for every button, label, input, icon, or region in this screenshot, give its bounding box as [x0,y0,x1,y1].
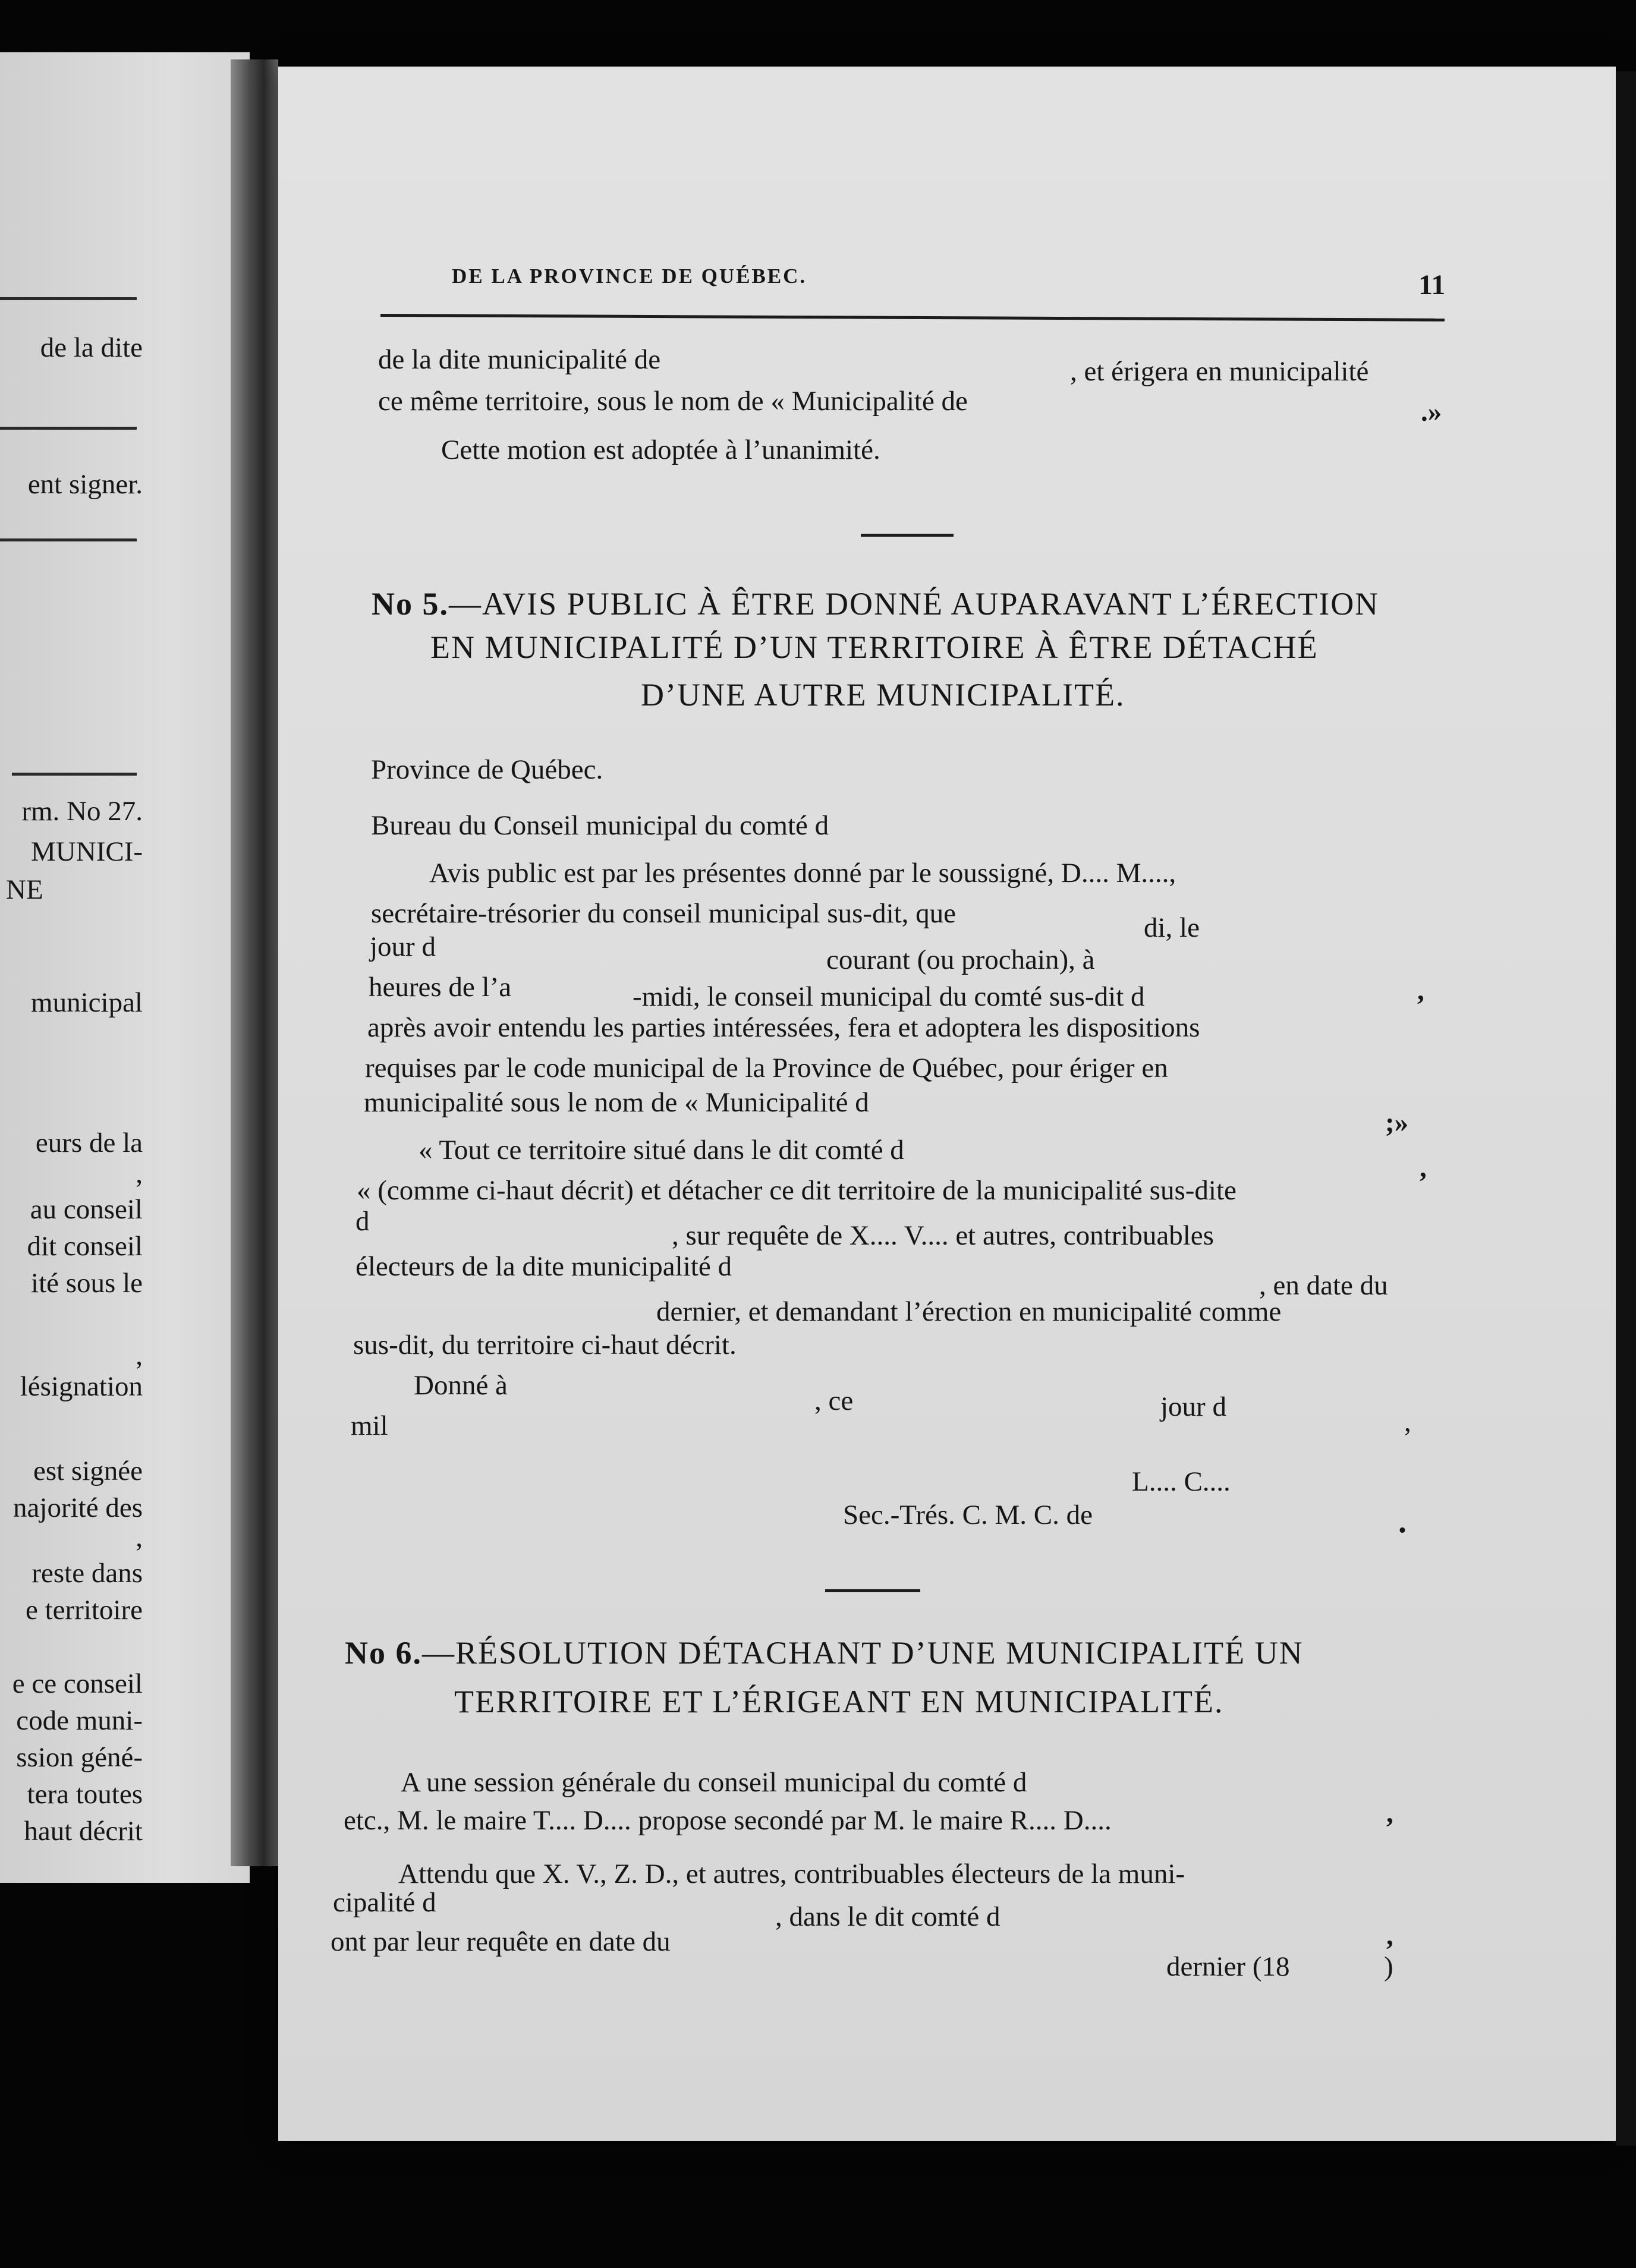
left-line: e territoire [25,1595,143,1626]
territory-line-1-start: « Tout ce territoire situé dans le dit comté d [419,1135,904,1166]
left-line: reste dans [32,1558,143,1589]
resolution-line-3: Attendu que X. V., Z. D., et autres, contribuables électeurs de la muni- [398,1858,1185,1889]
section-6-title-line-1: —RÉSOLUTION DÉTACHANT D’UNE MUNICIPALITÉ UN [422,1635,1304,1671]
given-day: jour d [1160,1391,1226,1422]
notice-line-5: après avoir entendu les parties intéressées, fera et adoptera les dispositions [367,1012,1200,1043]
notice-line-2-end: di, le [1144,912,1200,943]
left-line: municipal [31,987,143,1018]
left-line: , [136,1522,143,1553]
left-line: ssion géné- [16,1742,143,1773]
notice-line-4-mid: -midi, le conseil municipal du comté sus-dit d [633,981,1145,1012]
resolution-line-1: A une session générale du conseil municipal du comté d [401,1767,1027,1798]
resolution-line-2-comma: , [1386,1798,1393,1829]
left-rule [12,773,137,776]
section-5-title-line-1: —AVIS PUBLIC À ÊTRE DONNÉ AUPARAVANT L’ÉRECTION [449,586,1380,622]
left-line: eurs de la [35,1127,143,1158]
left-line: e ce conseil [12,1668,143,1699]
section-5-heading [372,585,1379,622]
given-this: , ce [814,1385,854,1416]
left-line: ent signer. [27,469,143,500]
given-at: Donné à [414,1370,508,1401]
given-year: mil [351,1410,388,1441]
left-line: au conseil [30,1194,143,1225]
left-line: code muni- [16,1705,143,1736]
intro-line-2-start: ce même territoire, sous le nom de « Municipalité de [378,386,968,417]
given-comma: , [1404,1407,1411,1438]
intro-line-1-start: de la dite municipalité de [378,344,661,375]
left-line: MUNICI- [31,836,143,867]
book-gutter [231,59,278,1866]
territory-line-3-end: , sur requête de X.... V.... et autres, contribuables [672,1220,1214,1251]
left-line: , [136,1158,143,1189]
left-line: rm. No 27. [21,796,143,827]
resolution-line-4-end: , [1386,1920,1393,1951]
section-5-title-line-2: EN MUNICIPALITÉ D’UN TERRITOIRE À ÊTRE DÉTACHÉ [430,629,1319,665]
left-line: NE [6,874,43,905]
left-rule [0,427,137,430]
territory-line-5: dernier, et demandant l’érection en municipalité comme [656,1296,1282,1327]
territory-line-6: sus-dit, du territoire ci-haut décrit. [353,1330,737,1360]
left-line: est signée [33,1456,143,1486]
left-rule [0,538,137,541]
page-edge [1616,71,1636,2146]
section-6-title-line-2: TERRITOIRE ET L’ÉRIGEANT EN MUNICIPALITÉ. [454,1684,1224,1719]
intro-line-1-end: , et érigera en municipalité [1070,356,1369,387]
notice-line-7-start: municipalité sous le nom de « Municipalité d [364,1087,869,1118]
bureau-line: Bureau du Conseil municipal du comté d [371,810,829,841]
notice-line-4-start: heures de l’a [369,972,512,1003]
section-separator [861,534,954,537]
section-5-number: No 5. [372,586,449,622]
resolution-line-2: etc., M. le maire T.... D.... propose secondé par M. le maire R.... D.... [344,1805,1112,1836]
left-line: dit conseil [27,1231,143,1262]
signature-title: Sec.-Trés. C. M. C. de [843,1500,1093,1530]
territory-line-2: « (comme ci-haut décrit) et détacher ce dit territoire de la municipalité sus-dite [357,1175,1237,1206]
territory-line-1-end: , [1420,1152,1427,1183]
left-line: najorité des [13,1492,143,1523]
resolution-line-4-mid: , dans le dit comté d [775,1901,1001,1932]
territory-line-3-start: d [355,1206,370,1237]
section-5-title-line-3: D’UNE AUTRE MUNICIPALITÉ. [641,677,1125,713]
page-number: 11 [1418,269,1446,301]
notice-line-4-end: , [1417,975,1424,1006]
scan-background [0,1883,279,2268]
notice-line-3-start: jour d [370,931,436,962]
resolution-line-5-mid: dernier (18 [1166,1951,1290,1982]
section-6-heading [345,1634,1304,1671]
left-line: haut décrit [24,1816,143,1847]
notice-line-7-end: ;» [1385,1107,1409,1138]
left-line: ité sous le [31,1268,143,1299]
running-title: DE LA PROVINCE DE QUÉBEC. [452,264,807,288]
left-rule [0,297,137,300]
resolution-line-4-start: cipalité d [333,1887,436,1918]
territory-line-4-end: , en date du [1259,1270,1388,1301]
left-line: de la dite [40,332,143,363]
notice-line-3-end: courant (ou prochain), à [826,944,1095,975]
notice-line-6: requises par le code municipal de la Province de Québec, pour ériger en [365,1053,1168,1083]
section-separator [825,1589,920,1592]
signature-initials: L.... C.... [1132,1466,1231,1497]
signature-dot: . [1398,1503,1407,1540]
section-6-number: No 6. [345,1635,422,1671]
resolution-line-5-start: ont par leur requête en date du [331,1926,671,1957]
notice-line-2-start: secrétaire-trésorier du conseil municipal sus-dit, que [371,898,957,929]
left-line: , [136,1340,143,1371]
province-line: Province de Québec. [371,754,603,785]
left-line: lésignation [20,1371,143,1402]
resolution-line-5-end: ) [1384,1951,1393,1982]
left-line: tera toutes [27,1779,143,1810]
motion-adopted: Cette motion est adoptée à l’unanimité. [441,434,880,465]
territory-line-4-start: électeurs de la dite municipalité d [355,1251,732,1282]
previous-page-fragment [0,52,250,1883]
notice-line-1: Avis public est par les présentes donné par le soussigné, D.... M...., [429,858,1176,889]
intro-line-2-end: .» [1421,396,1442,427]
